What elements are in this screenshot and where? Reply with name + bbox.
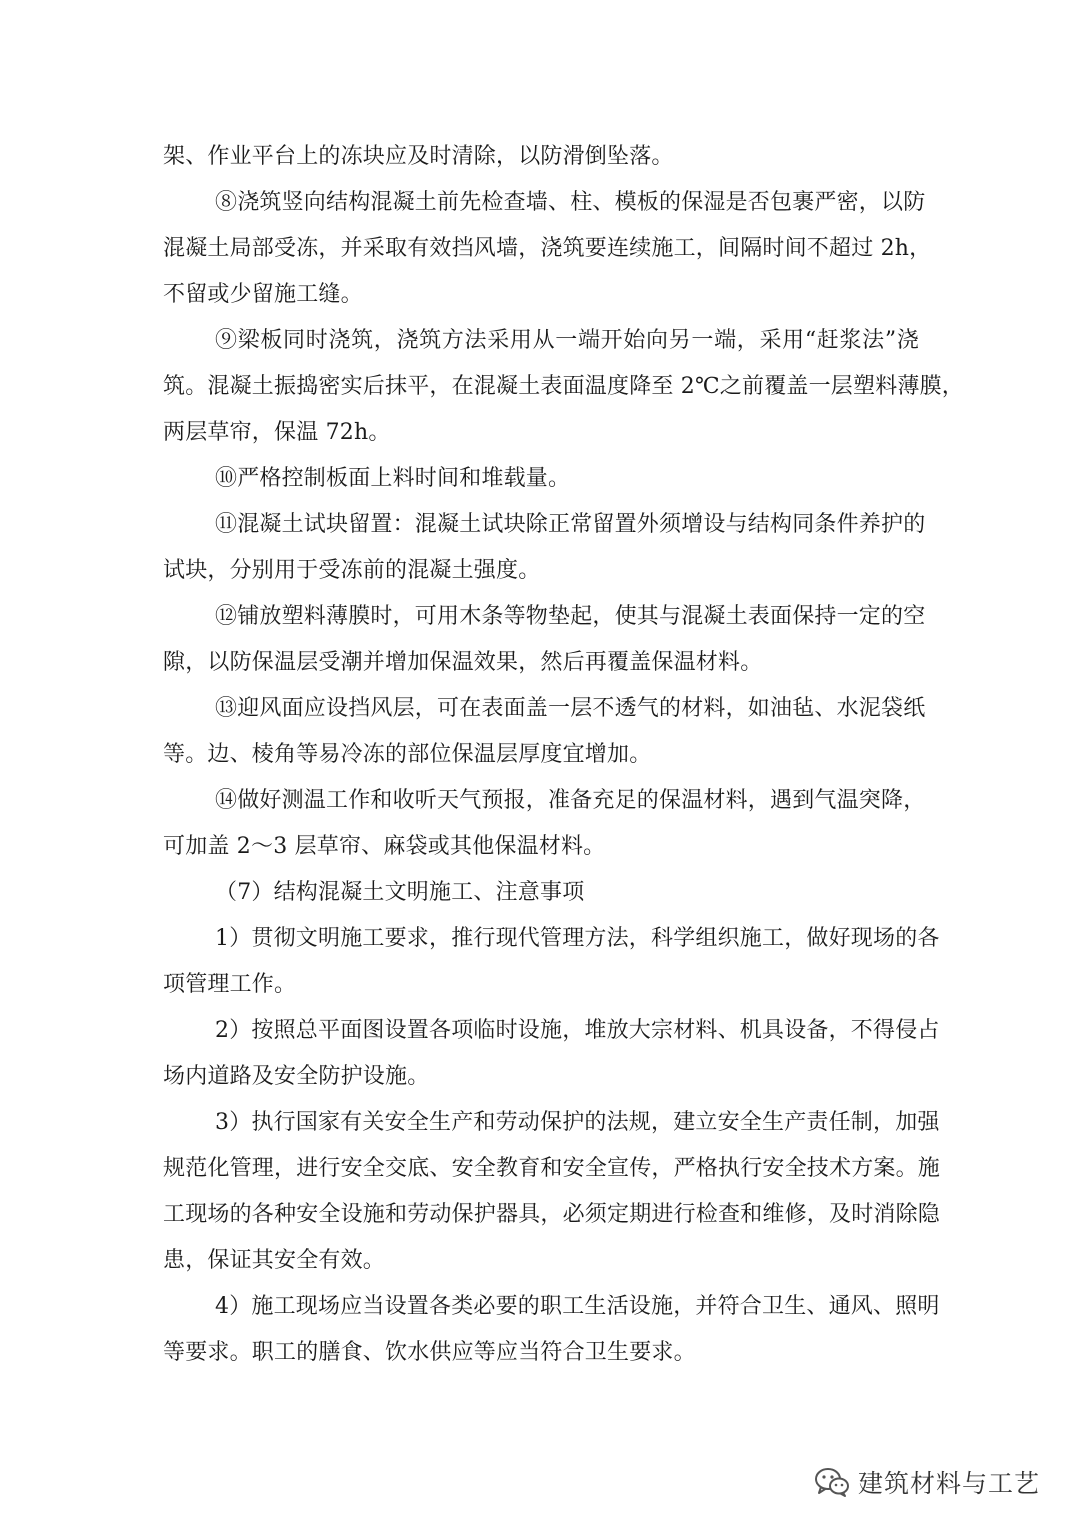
text-line: 场内道路及安全防护设施。: [163, 1064, 430, 1089]
text-line: 筑。混凝土振捣密实后抹平，在混凝土表面温度降至 2℃之前覆盖一层塑料薄膜，: [163, 374, 965, 399]
watermark: [814, 1462, 1040, 1502]
text-line: 工现场的各种安全设施和劳动保护器具，必须定期进行检查和维修，及时消除隐: [163, 1202, 941, 1227]
text-line: 不留或少留施工缝。: [163, 282, 363, 307]
text-line: 架、作业平台上的冻块应及时清除，以防滑倒坠落。: [163, 144, 674, 169]
text-line: 3）执行国家有关安全生产和劳动保护的法规，建立安全生产责任制，加强: [215, 1110, 940, 1135]
text-line: 混凝土局部受冻，并采取有效挡风墙，浇筑要连续施工，间隔时间不超过 2h，: [163, 236, 932, 261]
text-line: 项管理工作。: [163, 972, 297, 997]
section-heading: （7）结构混凝土文明施工、注意事项: [215, 880, 585, 905]
text-line: 患，保证其安全有效。: [163, 1248, 386, 1273]
text-line: ⑬迎风面应设挡风层，可在表面盖一层不透气的材料，如油毡、水泥袋纸: [215, 696, 926, 721]
watermark-text: 建筑材料与工艺: [857, 1469, 1040, 1498]
text-line: 2）按照总平面图设置各项临时设施，堆放大宗材料、机具设备，不得侵占: [215, 1018, 940, 1043]
text-line: ⑭做好测温工作和收听天气预报，准备充足的保温材料，遇到气温突降，: [215, 788, 926, 813]
text-line: ⑪混凝土试块留置：混凝土试块除正常留置外须增设与结构同条件养护的: [215, 512, 926, 537]
wechat-icon: [814, 1466, 850, 1498]
text-line: 等。边、棱角等易冷冻的部位保温层厚度宜增加。: [163, 742, 652, 767]
text-line: ⑫铺放塑料薄膜时，可用木条等物垫起，使其与混凝土表面保持一定的空: [215, 604, 926, 629]
text-line: 隙，以防保温层受潮并增加保温效果，然后再覆盖保温材料。: [163, 650, 763, 675]
text-line: 试块，分别用于受冻前的混凝土强度。: [163, 558, 541, 583]
text-line: ⑧浇筑竖向结构混凝土前先检查墙、柱、模板的保湿是否包裹严密，以防: [215, 190, 926, 215]
text-line: 等要求。职工的膳食、饮水供应等应当符合卫生要求。: [163, 1340, 696, 1365]
text-line: 可加盖 2～3 层草帘、麻袋或其他保温材料。: [163, 834, 606, 859]
text-line: 两层草帘，保温 72h。: [163, 420, 391, 445]
text-line: 4）施工现场应当设置各类必要的职工生活设施，并符合卫生、通风、照明: [215, 1294, 940, 1319]
text-line: 1）贯彻文明施工要求，推行现代管理方法，科学组织施工，做好现场的各: [215, 926, 940, 951]
text-line: 规范化管理，进行安全交底、安全教育和安全宣传，严格执行安全技术方案。施: [163, 1156, 941, 1181]
text-line: ⑨梁板同时浇筑，浇筑方法采用从一端开始向另一端，采用“赶浆法”浇: [215, 328, 919, 353]
text-line: ⑩严格控制板面上料时间和堆载量。: [215, 466, 571, 491]
